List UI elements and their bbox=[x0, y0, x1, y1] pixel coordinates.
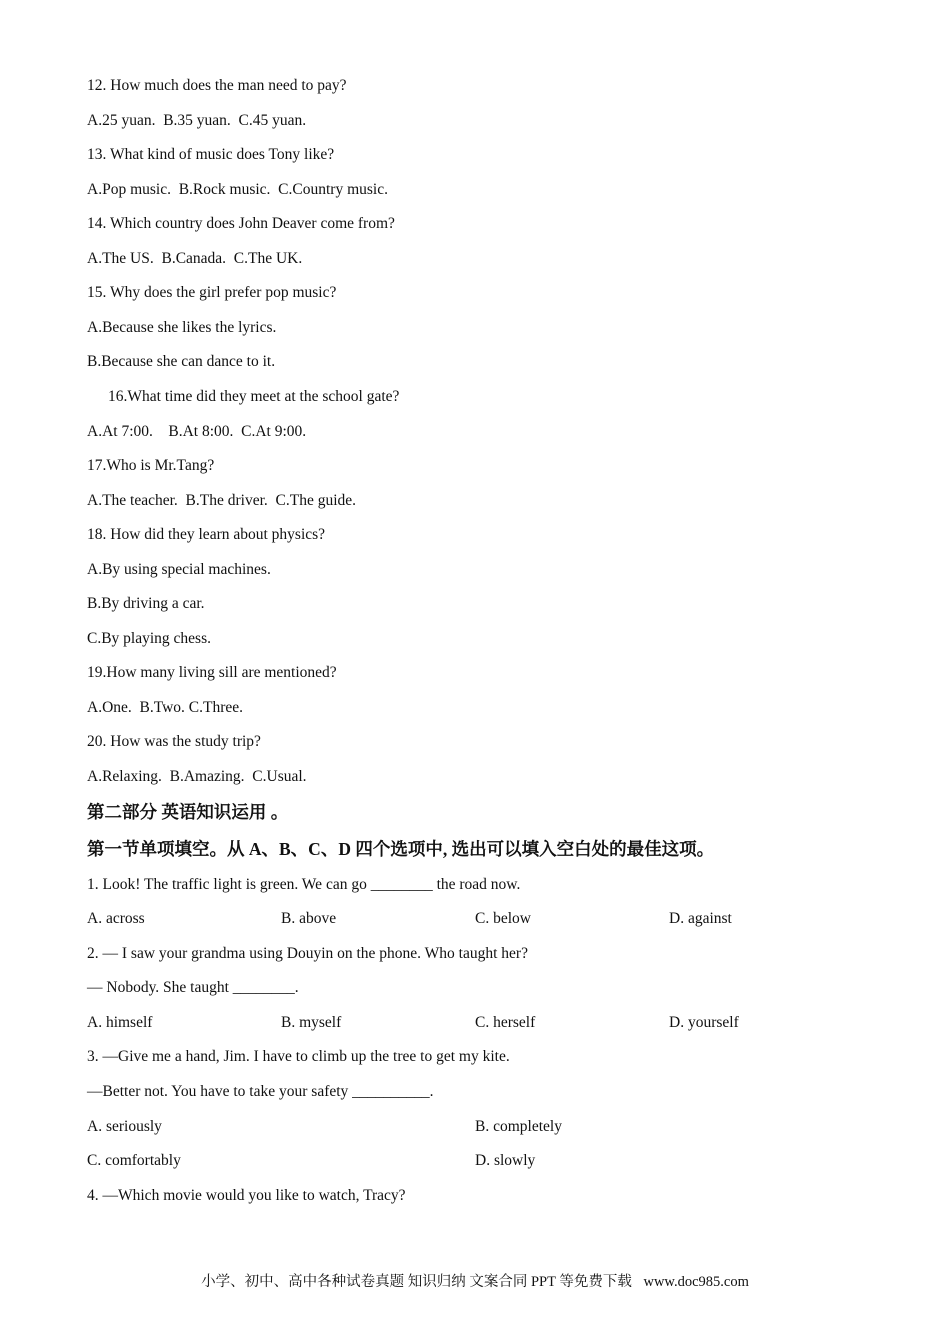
option-15-b: B.Because she can dance to it. bbox=[87, 353, 276, 370]
grammar-q1-option-b: B. above bbox=[281, 910, 337, 927]
section1-instructions: 第一节单项填空。从 A、B、C、D 四个选项中, 选出可以填入空白处的最佳这项。 bbox=[87, 839, 715, 859]
question-19: 19.How many living sill are mentioned? bbox=[87, 664, 337, 681]
question-13: 13. What kind of music does Tony like? bbox=[87, 146, 335, 163]
page-footer bbox=[0, 1270, 950, 1291]
question-16: 16.What time did they meet at the school gate? bbox=[108, 388, 400, 405]
question-15: 15. Why does the girl prefer pop music? bbox=[87, 284, 337, 301]
grammar-q4-stem1: 4. —Which movie would you like to watch, Tracy? bbox=[87, 1187, 406, 1204]
footer-url[interactable]: www.doc985.com bbox=[643, 1274, 749, 1290]
question-14: 14. Which country does John Deaver come from? bbox=[87, 215, 395, 232]
grammar-q3-option-b: B. completely bbox=[475, 1118, 562, 1135]
grammar-q1-option-d: D. against bbox=[669, 910, 732, 927]
grammar-q3-stem1: 3. —Give me a hand, Jim. I have to climb up the tree to get my kite. bbox=[87, 1048, 510, 1065]
option-15-a: A.Because she likes the lyrics. bbox=[87, 319, 277, 336]
grammar-q2-option-b: B. myself bbox=[281, 1014, 342, 1031]
grammar-q1-stem: 1. Look! The traffic light is green. We can go ________ the road now. bbox=[87, 876, 521, 893]
question-17: 17.Who is Mr.Tang? bbox=[87, 457, 215, 474]
option-18-b: B.By driving a car. bbox=[87, 595, 205, 612]
options-17: A.The teacher. B.The driver. C.The guide. bbox=[87, 492, 357, 509]
grammar-q2-stem1: 2. — I saw your grandma using Douyin on the phone. Who taught her? bbox=[87, 945, 528, 962]
grammar-q2-option-d: D. yourself bbox=[669, 1014, 739, 1031]
question-12: 12. How much does the man need to pay? bbox=[87, 77, 347, 94]
options-19: A.One. B.Two. C.Three. bbox=[87, 699, 244, 716]
options-14: A.The US. B.Canada. C.The UK. bbox=[87, 250, 303, 267]
grammar-q2-option-c: C. herself bbox=[475, 1014, 536, 1031]
grammar-q1-option-a: A. across bbox=[87, 910, 145, 927]
grammar-q3-option-a: A. seriously bbox=[87, 1118, 162, 1135]
options-13: A.Pop music. B.Rock music. C.Country music. bbox=[87, 181, 388, 198]
grammar-q2-option-a: A. himself bbox=[87, 1014, 153, 1031]
question-20: 20. How was the study trip? bbox=[87, 733, 261, 750]
question-18: 18. How did they learn about physics? bbox=[87, 526, 326, 543]
grammar-q3-stem2: —Better not. You have to take your safety __________. bbox=[87, 1083, 434, 1100]
grammar-q2-stem2: — Nobody. She taught ________. bbox=[87, 979, 299, 996]
grammar-q1-option-c: C. below bbox=[475, 910, 531, 927]
part2-title: 第二部分 英语知识运用 。 bbox=[87, 802, 289, 822]
grammar-q3-option-d: D. slowly bbox=[475, 1152, 536, 1169]
options-20: A.Relaxing. B.Amazing. C.Usual. bbox=[87, 768, 307, 785]
options-16: A.At 7:00. B.At 8:00. C.At 9:00. bbox=[87, 423, 307, 440]
option-18-c: C.By playing chess. bbox=[87, 630, 211, 647]
options-12: A.25 yuan. B.35 yuan. C.45 yuan. bbox=[87, 112, 307, 129]
footer-text: 小学、初中、高中各种试卷真题 知识归纳 文案合同 PPT 等免费下载 bbox=[201, 1274, 632, 1290]
grammar-q3-option-c: C. comfortably bbox=[87, 1152, 181, 1169]
option-18-a: A.By using special machines. bbox=[87, 561, 271, 578]
